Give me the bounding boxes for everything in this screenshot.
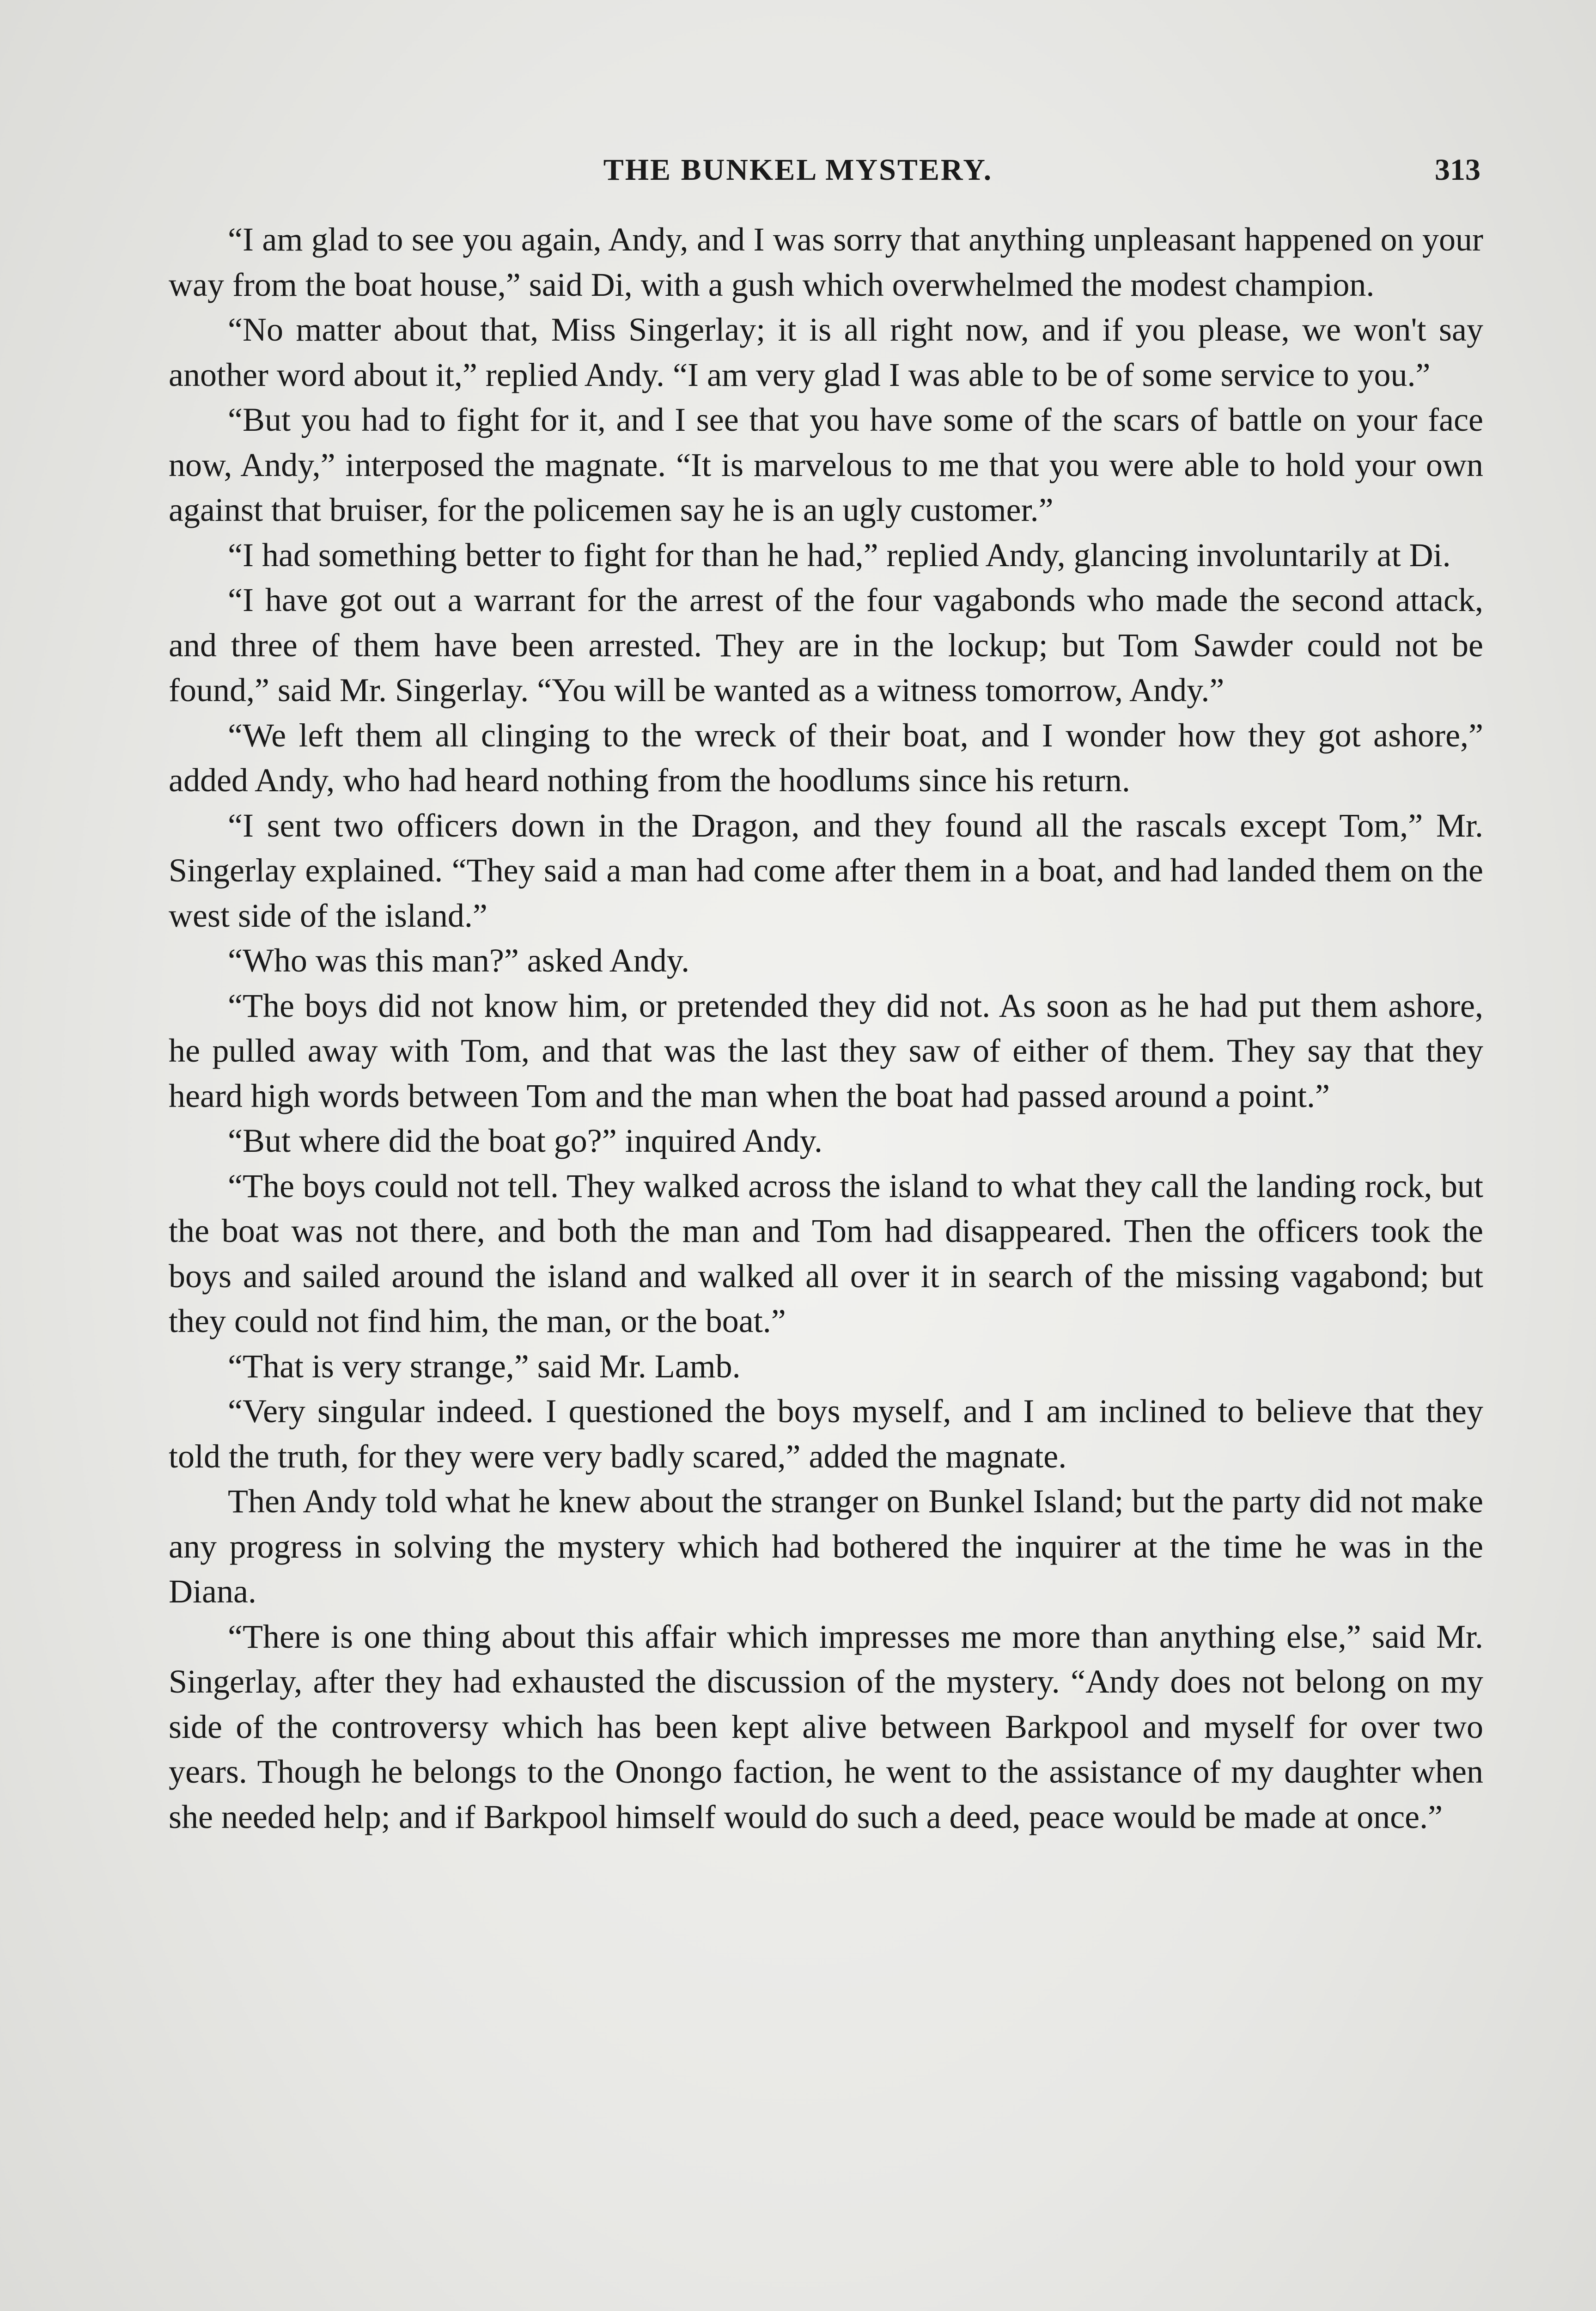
- paragraph: “We left them all clinging to the wreck of their boat, and I wonder how they got ashore,” added Andy, who had heard nothing from the hoodlums since his return.: [169, 716, 1483, 799]
- paragraph: “There is one thing about this affair which impresses me more than anything else,” said Mr. Singerlay, after they had exhausted the discussion of the mystery. “Andy does not belong on my side of the controversy which has been kept alive between Barkpool and myself for over two years. Though he belongs to the Onongo faction, he went to the assistance of my daughter when she needed help; and if Barkpool himself would do such a deed, peace would be made at once.”: [169, 1618, 1483, 1835]
- paragraph: “Very singular indeed. I questioned the boys myself, and I am inclined to believe that they told the truth, for they were very badly scared,” added the magnate.: [169, 1393, 1483, 1475]
- paragraph: “Who was this man?” asked Andy.: [228, 942, 690, 979]
- paragraph: “I sent two officers down in the Dragon, and they found all the rascals except Tom,” Mr. Singerlay explained. “They said a man had come after them in a boat, and had landed them on the west side of the island.”: [169, 807, 1483, 934]
- body-text: [169, 217, 1483, 1840]
- paragraph: Then Andy told what he knew about the stranger on Bunkel Island; but the party did not make any progress in solving the mystery which had bothered the inquirer at the time he was in the Diana.: [169, 1483, 1483, 1610]
- paragraph: “The boys did not know him, or pretended they did not. As soon as he had put them ashore, he pulled away with Tom, and that was the last they saw of either of them. They say that they heard high words between Tom and the man when the boat had passed around a point.”: [169, 987, 1483, 1114]
- paragraph: “I have got out a warrant for the arrest of the four vagabonds who made the second attack, and three of them have been arrested. They are in the lockup; but Tom Sawder could not be found,” said Mr. Singerlay. “You will be wanted as a witness tomorrow, Andy.”: [169, 581, 1483, 709]
- paragraph: “That is very strange,” said Mr. Lamb.: [228, 1347, 741, 1385]
- page-number: 313: [1435, 153, 1480, 187]
- paragraph: “I had something better to fight for than he had,” replied Andy, glancing involuntarily at Di.: [228, 536, 1451, 574]
- paragraph: “The boys could not tell. They walked across the island to what they call the landing rock, but the boat was not there, and both the man and Tom had disappeared. Then the officers took the boys and sailed around the island and walked all over it in search of the missing vagabond; but they could not find him, the man, or the boat.”: [169, 1167, 1483, 1339]
- running-head-title: THE BUNKEL MYSTERY.: [603, 153, 993, 187]
- paragraph: “But where did the boat go?” inquired Andy.: [228, 1122, 822, 1159]
- paragraph: “But you had to fight for it, and I see that you have some of the scars of battle on your face now, Andy,” interposed the magnate. “It is marvelous to me that you were able to hold your own against that bruiser, for the policemen say he is an ugly customer.”: [169, 401, 1483, 528]
- paragraph: “I am glad to see you again, Andy, and I was sorry that anything unpleasant happened on your way from the boat house,” said Di, with a gush which overwhelmed the modest champion.: [169, 221, 1483, 303]
- running-head: [0, 147, 1596, 198]
- paragraph: “No matter about that, Miss Singerlay; it is all right now, and if you please, we won't say another word about it,” replied Andy. “I am very glad I was able to be of some service to you.”: [169, 311, 1483, 393]
